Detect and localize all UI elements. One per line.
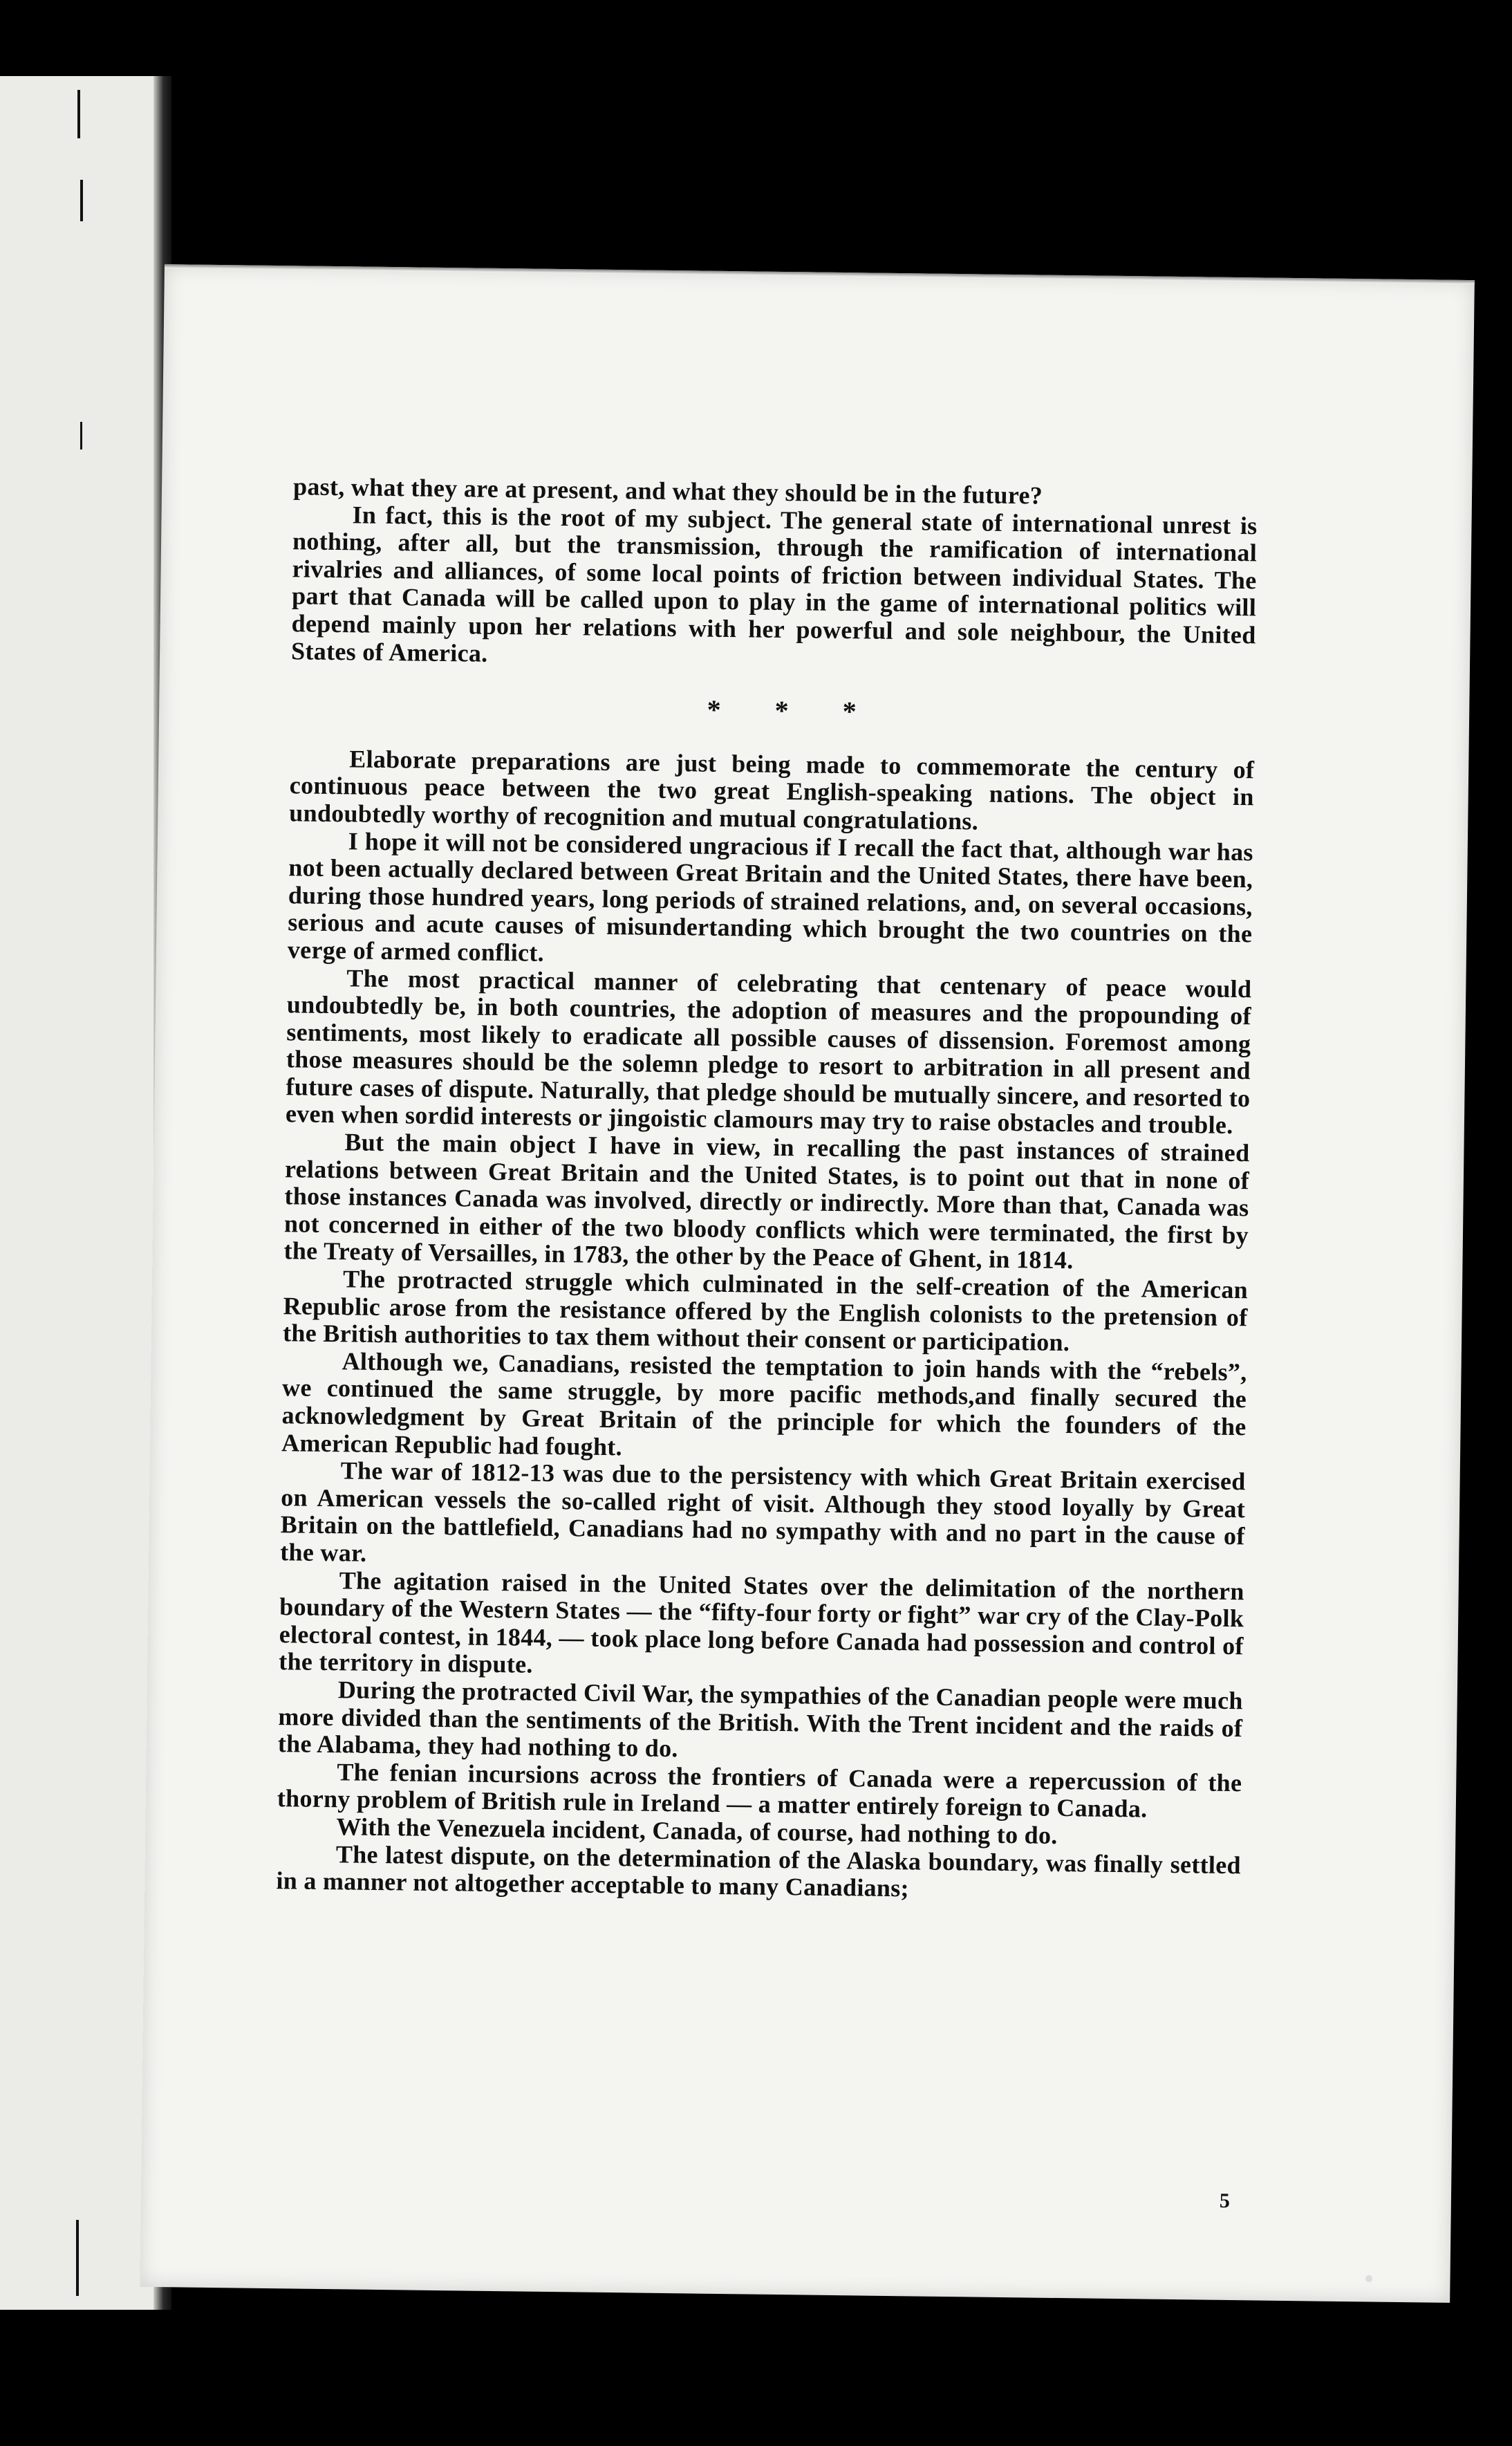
margin-mark: [77, 90, 80, 138]
paragraph: With the Venezuela incident, Canada, of course, had nothing to do.: [336, 1813, 1058, 1849]
paragraph: The fenian incursions across the frontiers of Canada were a repercussion of the thorny problem of British rule in Ireland — a matter entirely foreign to Canada.: [277, 1757, 1242, 1823]
paragraph: Although we, Canadians, resisted the temptation to join hands with the “rebels”, we continued the same struggle, by more pacific methods,and finally secured the acknowledgment by Great Britain of the principle for which the founders of the American Republic had fought.: [281, 1347, 1247, 1461]
page-top-edge: [165, 264, 1475, 284]
film-speck: [1365, 2275, 1372, 2282]
paragraph: past, what they are at present, and what they should be in the future?: [292, 472, 1043, 510]
paragraph: I hope it will not be considered ungracious if I recall the fact that, although war has not been actually declared between Great Britain and the United States, there have been, during those hundred years, long periods of strained relations, and, on several occasions, serious and acute causes of misundertanding which brought the two countries on the verge of armed conflict.: [287, 826, 1253, 967]
section-separator: * * *: [707, 694, 880, 728]
paragraph: The agitation raised in the United States over the delimitation of the northern boundary of the Western States — the “fifty-four forty or fight” war cry of the Clay-Polk electoral contest, in 1844, — took place long before Canada had possession and control of the territory in dispute.: [279, 1566, 1244, 1679]
page-body: [276, 473, 1258, 1907]
margin-mark: [80, 422, 82, 450]
paragraph: In fact, this is the root of my subject. The general state of international unrest is nothing, after all, but the transmission, through the ramification of international rivalries and alliances, of some local points of friction between individual States. The part that Canada will be called upon to play in the game of international politics will depend mainly upon her relations with her powerful and sole neighbour, the United States of America.: [290, 500, 1258, 667]
paragraph: Elaborate preparations are just being made to commemorate the century of continuous peace between the two great English-speaking nations. The object in undoubtedly worthy of recognition and mutual congratulations.: [289, 745, 1255, 835]
paragraph: But the main object I have in view, in recalling the past instances of strained relations between Great Britain and the United States, is to point out that in none of those instances Canada was involved, directly or indirectly. More than that, Canada was not concerned in either of the two bloody conflicts which were terminated, the first by the Treaty of Versailles, in 1783, the other by the Peace of Ghent, in 1814.: [283, 1128, 1250, 1275]
page-number: 5: [1219, 2189, 1231, 2213]
paragraph: During the protracted Civil War, the sympathies of the Canadian people were much more divided than the sentiments of the British. With the Trent incident and the raids of the Alabama, they had nothing to do.: [277, 1676, 1243, 1763]
margin-mark: [80, 180, 83, 221]
document-page: [140, 264, 1475, 2303]
paragraph: The protracted struggle which culminated in the self-creation of the American Republic arose from the resistance offered by the English colonists to the pretension of the British authorities to tax them without their consent or participation.: [282, 1265, 1249, 1357]
paragraph: The latest dispute, on the determination of the Alaska boundary, was finally settled in a manner not altogether acceptable to many Canadians;: [276, 1840, 1242, 1902]
margin-mark: [76, 2220, 79, 2296]
paragraph: The war of 1812-13 was due to the persistency with which Great Britain exercised on American vessels the so-called right of visit. Although they stood loyally by Great Britain on the battlefield, Canadians had no sympathy with and no part in the cause of the war.: [280, 1456, 1246, 1567]
paragraph: The most practical manner of celebrating that centenary of peace would undoubtedly be, in both countries, the adoption of measures and the propounding of sentiments, most likely to eradicate all possible causes of dissension. Foremost among those measures should be the solemn pledge to resort to arbitration in all present and future cases of dispute. Naturally, that pledge should be mutually sincere, and resorted to even when sordid interests or jingoistic clamours may try to raise obstacles and trouble.: [285, 963, 1252, 1140]
